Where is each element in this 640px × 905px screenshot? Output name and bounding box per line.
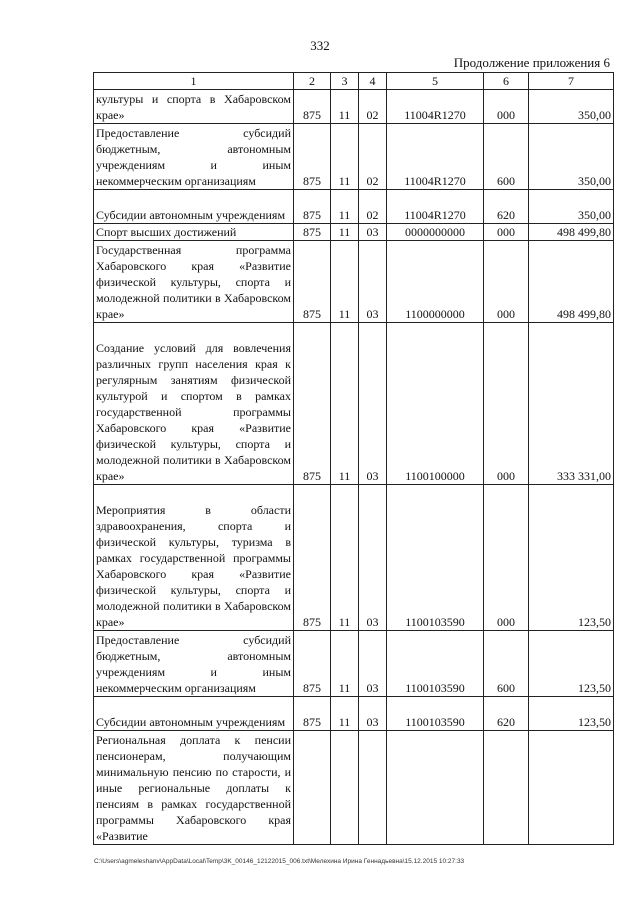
table-row [94, 190, 614, 224]
row-col-6: 000 [484, 323, 529, 485]
appendix-continuation-label: Продолжение приложения 6 [453, 55, 610, 70]
row-col-4: 03 [359, 241, 387, 323]
row-col-6: 000 [484, 241, 529, 323]
row-col-4: 02 [359, 90, 387, 124]
row-col-4: 02 [359, 190, 387, 224]
header-col-1: 1 [94, 73, 294, 90]
row-amount: 350,00 [529, 190, 614, 224]
row-amount: 123,50 [529, 697, 614, 731]
row-col-5: 11004R1270 [387, 90, 484, 124]
row-amount: 123,50 [529, 485, 614, 631]
table-row [94, 731, 614, 845]
row-col-2: 875 [294, 224, 331, 241]
row-col-5: 1100100000 [387, 323, 484, 485]
row-col-6: 620 [484, 190, 529, 224]
header-col-6: 6 [484, 73, 529, 90]
header-col-7: 7 [529, 73, 614, 90]
row-col-3: 11 [331, 323, 359, 485]
row-col-2: 875 [294, 323, 331, 485]
row-col-3: 11 [331, 241, 359, 323]
row-name: Создание условий для вовлечения различных групп населения края к регулярным занятиям физической культурой и спортом в рамках государственной программы Хабаровского края «Развитие физической культуры, спорта и молодежной политики в Хабаровском крае» [94, 323, 294, 485]
table-row [94, 224, 614, 241]
row-col-5: 0000000000 [387, 224, 484, 241]
row-col-6: 600 [484, 631, 529, 697]
row-col-3: 11 [331, 631, 359, 697]
table-header-row [94, 73, 614, 90]
row-amount [529, 731, 614, 845]
row-col-2: 875 [294, 124, 331, 190]
row-col-2: 875 [294, 241, 331, 323]
row-col-2: 875 [294, 697, 331, 731]
row-col-2: 875 [294, 90, 331, 124]
row-name: Мероприятия в области здравоохранения, спорта и физической культуры, туризма в рамках государственной программы Хабаровского края «Развитие физической культуры, спорта и молодежной политики в Хабаровском крае» [94, 485, 294, 631]
row-col-3: 11 [331, 485, 359, 631]
row-col-6: 600 [484, 124, 529, 190]
table-row [94, 485, 614, 631]
table-row [94, 631, 614, 697]
row-col-6: 000 [484, 90, 529, 124]
row-col-4: 03 [359, 631, 387, 697]
row-col-5 [387, 731, 484, 845]
footer-file-path: C:\Users\agmeleshanv\AppData\Local\Temp\3K_00146_12122015_006.txt\Мелехина Ирина Геннадьевна\15.12.2015 10:27:33 [94, 858, 465, 865]
row-col-4: 02 [359, 124, 387, 190]
header-col-4: 4 [359, 73, 387, 90]
table-row [94, 241, 614, 323]
row-name: культуры и спорта в Хабаровском крае» [94, 90, 294, 124]
row-amount: 498 499,80 [529, 224, 614, 241]
header-col-2: 2 [294, 73, 331, 90]
header-col-3: 3 [331, 73, 359, 90]
table-row [94, 323, 614, 485]
row-col-2: 875 [294, 631, 331, 697]
row-col-6 [484, 731, 529, 845]
budget-table [93, 72, 614, 845]
row-name: Спорт высших достижений [94, 224, 294, 241]
row-col-5: 1100103590 [387, 485, 484, 631]
row-amount: 498 499,80 [529, 241, 614, 323]
table-row [94, 124, 614, 190]
page-number: 332 [310, 38, 330, 53]
row-amount: 350,00 [529, 124, 614, 190]
row-col-4: 03 [359, 485, 387, 631]
row-col-5: 1100000000 [387, 241, 484, 323]
row-col-2: 875 [294, 485, 331, 631]
row-col-5: 11004R1270 [387, 124, 484, 190]
row-col-6: 620 [484, 697, 529, 731]
row-amount: 350,00 [529, 90, 614, 124]
row-name: Предоставление субсидий бюджетным, автономным учреждениям и иным некоммерческим организациям [94, 631, 294, 697]
row-amount: 333 331,00 [529, 323, 614, 485]
row-col-2: 875 [294, 190, 331, 224]
row-col-5: 1100103590 [387, 631, 484, 697]
row-col-3: 11 [331, 90, 359, 124]
table-row [94, 90, 614, 124]
row-col-4: 03 [359, 323, 387, 485]
row-col-3 [331, 731, 359, 845]
row-col-3: 11 [331, 224, 359, 241]
row-col-4: 03 [359, 224, 387, 241]
row-col-6: 000 [484, 224, 529, 241]
row-col-4: 03 [359, 697, 387, 731]
row-name: Субсидии автономным учреждениям [94, 697, 294, 731]
row-name: Субсидии автономным учреждениям [94, 190, 294, 224]
row-col-6: 000 [484, 485, 529, 631]
row-col-5: 1100103590 [387, 697, 484, 731]
header-col-5: 5 [387, 73, 484, 90]
row-col-3: 11 [331, 697, 359, 731]
row-amount: 123,50 [529, 631, 614, 697]
row-name: Предоставление субсидий бюджетным, автономным учреждениям и иным некоммерческим организациям [94, 124, 294, 190]
row-col-3: 11 [331, 190, 359, 224]
row-col-4 [359, 731, 387, 845]
row-col-5: 11004R1270 [387, 190, 484, 224]
row-name: Государственная программа Хабаровского края «Развитие физической культуры, спорта и молодежной политики в Хабаровском крае» [94, 241, 294, 323]
row-col-3: 11 [331, 124, 359, 190]
row-col-2 [294, 731, 331, 845]
table-row [94, 697, 614, 731]
row-name: Региональная доплата к пенсии пенсионерам, получающим минимальную пенсию по старости, и иные региональные доплаты к пенсиям в рамках государственной программы Хабаровского края «Развитие [94, 731, 294, 845]
